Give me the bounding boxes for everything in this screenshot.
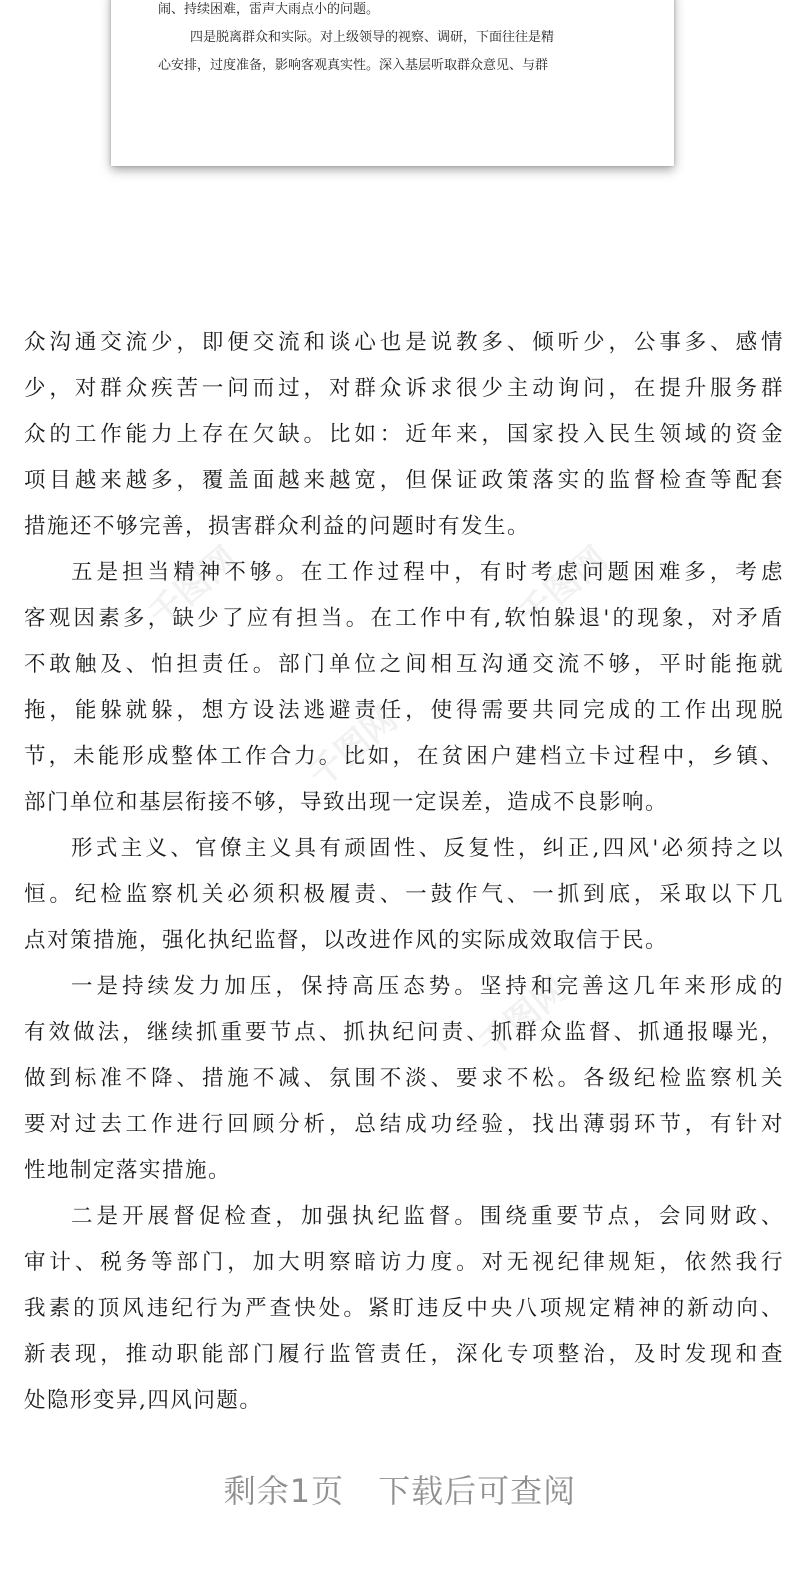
body-line: 不敢触及、怕担责任。部门单位之间相互沟通交流不够，平时能拖就	[24, 652, 784, 677]
watermark: 千图网	[301, 699, 406, 796]
body-line: 要对过去工作进行回顾分析，总结成功经验，找出薄弱环节，有针对	[24, 1112, 784, 1137]
body-line: 部门单位和基层衔接不够，导致出现一定误差，造成不良影响。	[24, 790, 669, 815]
document-preview-card	[111, 0, 674, 166]
document-body	[24, 320, 784, 1424]
body-line: 众的工作能力上存在欠缺。比如：近年来，国家投入民生领域的资金	[24, 422, 784, 447]
body-line: 措施还不够完善，损害群众利益的问题时有发生。	[24, 514, 531, 539]
body-line: 少，对群众疾苦一问而过，对群众诉求很少主动询问，在提升服务群	[24, 376, 784, 401]
paragraph-start: 五是担当精神不够。在工作过程中，有时考虑问题困难多，考虑	[71, 560, 784, 585]
remaining-pages-label: 剩余1页	[223, 1472, 345, 1510]
paragraph-start: 二是开展督促检查，加强执纪监督。围绕重要节点，会同财政、	[71, 1204, 784, 1229]
body-line: 客观因素多，缺少了应有担当。在工作中有,软怕躲退'的现象，对矛盾	[24, 606, 784, 631]
body-line: 项目越来越多，覆盖面越来越宽，但保证政策落实的监督检查等配套	[24, 468, 784, 493]
watermark: 千图网	[141, 539, 246, 636]
preview-line: 闹、持续困难，雷声大雨点小的问题。	[158, 2, 380, 17]
body-line: 我素的顶风违纪行为严查快处。紧盯违反中央八项规定精神的新动向、	[24, 1296, 784, 1321]
body-line: 众沟通交流少，即便交流和谈心也是说教多、倾听少，公事多、感情	[24, 330, 784, 355]
download-prompt[interactable]	[0, 1466, 800, 1512]
watermark: 千图网	[471, 969, 576, 1066]
download-to-read-label: 下载后可查阅	[378, 1472, 577, 1510]
body-line: 新表现，推动职能部门履行监管责任，深化专项整治，及时发现和查	[24, 1342, 784, 1367]
body-line: 恒。纪检监察机关必须积极履责、一鼓作气、一抓到底，采取以下几	[24, 882, 784, 907]
paragraph-start: 一是持续发力加压，保持高压态势。坚持和完善这几年来形成的	[71, 974, 784, 999]
body-line: 做到标准不降、措施不减、氛围不淡、要求不松。各级纪检监察机关	[24, 1066, 784, 1091]
body-line: 点对策措施，强化执纪监督，以改进作风的实际成效取信于民。	[24, 928, 669, 953]
body-line: 节，未能形成整体工作合力。比如，在贫困户建档立卡过程中，乡镇、	[24, 744, 784, 769]
body-line: 有效做法，继续抓重要节点、抓执纪问责、抓群众监督、抓通报曝光，	[24, 1020, 784, 1045]
body-line: 处隐形变异,四风问题。	[24, 1388, 263, 1413]
preview-line: 四是脱离群众和实际。对上级领导的视察、调研，下面往往是精	[190, 30, 555, 45]
body-line: 性地制定落实措施。	[24, 1158, 232, 1183]
watermark: 千图网	[511, 539, 616, 636]
preview-line: 心安排，过度准备，影响客观真实性。深入基层听取群众意见、与群	[158, 58, 549, 73]
body-line: 拖，能躲就躲，想方设法逃避责任，使得需要共同完成的工作出现脱	[24, 698, 784, 723]
body-line: 审计、税务等部门，加大明察暗访力度。对无视纪律规矩，依然我行	[24, 1250, 784, 1275]
paragraph-start: 形式主义、官僚主义具有顽固性、反复性，纠正,四风'必须持之以	[71, 836, 784, 861]
